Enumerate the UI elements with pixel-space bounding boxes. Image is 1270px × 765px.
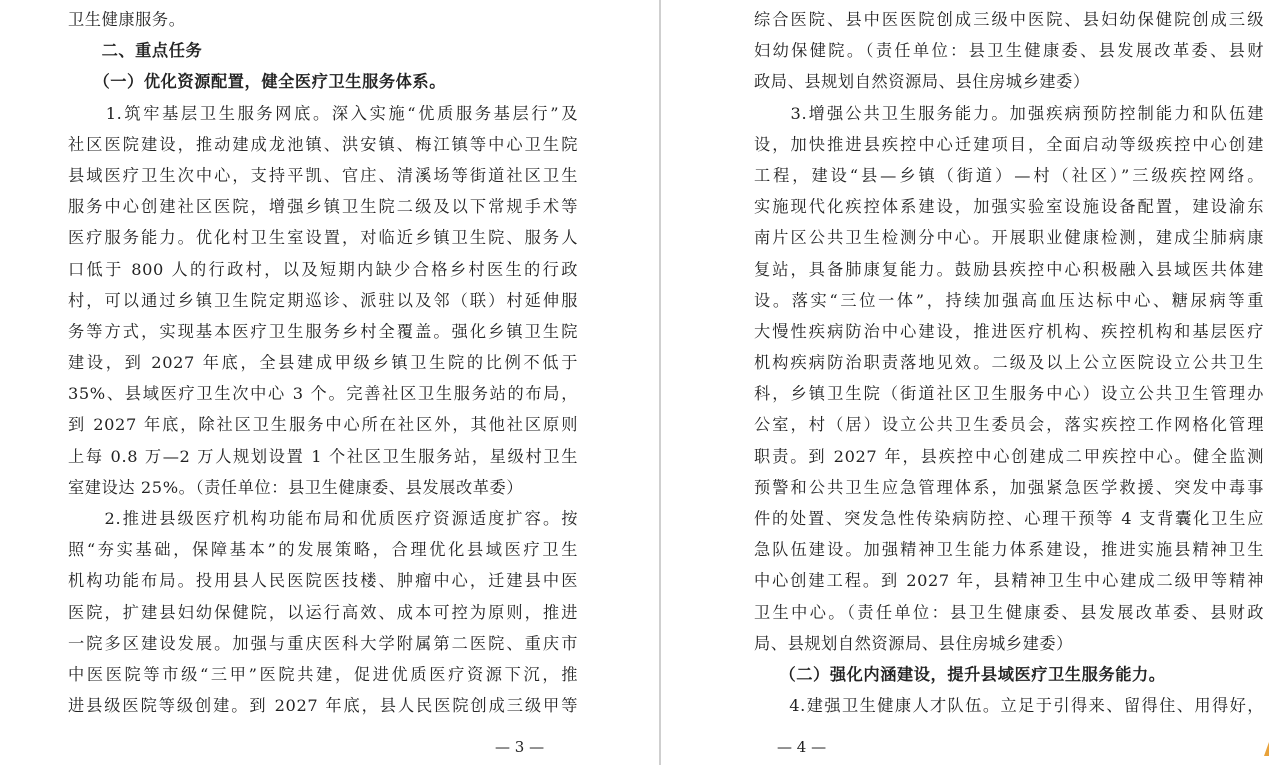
text-line: 3.增强公共卫生服务能力。加强疾病预防控制能力和队伍建 (754, 103, 1264, 123)
text-line: 设，加快推进县疾控中心迁建项目，全面启动等级疾控中心创建 (754, 134, 1264, 154)
text-line: 务等方式，实现基本医疗卫生服务乡村全覆盖。强化乡镇卫生院 (68, 321, 578, 341)
text-line: 照“夯实基础，保障基本”的发展策略，合理优化县域医疗卫生 (68, 540, 578, 560)
text-line: 2.推进县级医疗机构功能布局和优质医疗资源适度扩容。按 (68, 509, 578, 528)
text-line: 卫生中心。（责任单位：县卫生健康委、县发展改革委、县财政 (754, 602, 1264, 622)
page-divider (659, 0, 661, 765)
text-line: 进县级医院等级创建。到 2027 年底，县人民医院创成三级甲等 (68, 696, 578, 716)
text-line: 科，乡镇卫生院（街道社区卫生服务中心）设立公共卫生管理办 (754, 384, 1264, 404)
subsection-heading: （二）强化内涵建设，提升县域医疗卫生服务能力。 (754, 664, 1166, 684)
text-line: 服务中心创建社区医院，增强乡镇卫生院二级及以下常规手术等 (68, 197, 578, 217)
page-4-body (754, 4, 1264, 721)
section-heading: 二、重点任务 (68, 41, 203, 61)
text-line: 急队伍建设。加强精神卫生能力体系建设，推进实施县精神卫生 (754, 540, 1264, 560)
text-line: 1.筑牢基层卫生服务网底。深入实施“优质服务基层行”及 (68, 103, 578, 123)
text-line: 设。落实“三位一体”，持续加强高血压达标中心、糖尿病等重 (754, 290, 1264, 310)
text-line: 上每 0.8 万—2 万人规划设置 1 个社区卫生服务站，星级村卫生 (68, 446, 578, 466)
text-line: 机构疾病防治职责落地见效。二级及以上公立医院设立公共卫生 (754, 353, 1264, 373)
text-line: 公室，村（居）设立公共卫生委员会，落实疾控工作网格化管理 (754, 415, 1264, 435)
text-line: 口低于 800 人的行政村，以及短期内缺少合格乡村医生的行政 (68, 259, 578, 279)
text-line: 南片区公共卫生检测分中心。开展职业健康检测，建成尘肺病康 (754, 228, 1264, 248)
text-line: 建设，到 2027 年底，全县建成甲级乡镇卫生院的比例不低于 (68, 353, 578, 373)
text-line: 综合医院、县中医医院创成三级中医院、县妇幼保健院创成三级 (754, 10, 1264, 29)
text-line: 复站，具备肺康复能力。鼓励县疾控中心积极融入县域医共体建 (754, 259, 1264, 279)
page-corner-mark-icon (1262, 741, 1270, 757)
text-line: 室建设达 25%。（责任单位：县卫生健康委、县发展改革委） (68, 477, 524, 497)
text-line: 实施现代化疾控体系建设，加强实验室设施设备配置，建设渝东 (754, 197, 1264, 217)
text-line: 职责。到 2027 年，县疾控中心创建成二甲疾控中心。健全监测 (754, 446, 1264, 466)
text-line: 预警和公共卫生应急管理体系，加强紧急医学救援、突发中毒事 (754, 477, 1264, 497)
text-line: 医疗服务能力。优化村卫生室设置，对临近乡镇卫生院、服务人 (68, 228, 578, 248)
text-line: 大慢性疾病防治中心建设，推进医疗机构、疾控机构和基层医疗 (754, 321, 1264, 341)
subsection-heading: （一）优化资源配置，健全医疗卫生服务体系。 (68, 72, 447, 92)
text-line: 妇幼保健院。（责任单位：县卫生健康委、县发展改革委、县财 (754, 41, 1264, 61)
text-line: 到 2027 年底，除社区卫生服务中心所在社区外，其他社区原则 (68, 415, 578, 435)
text-line: 中医医院等市级“三甲”医院共建，促进优质医疗资源下沉，推 (68, 664, 578, 684)
text-line: 中心创建工程。到 2027 年，县精神卫生中心建成二级甲等精神 (754, 571, 1264, 591)
text-line: 医院，扩建县妇幼保健院，以运行高效、成本可控为原则，推进 (68, 602, 578, 622)
page-number: — 4 — (777, 738, 827, 756)
text-line: 35%、县域医疗卫生次中心 3 个。完善社区卫生服务站的布局， (68, 384, 578, 404)
text-line: 工程，建设“县—乡镇（街道）—村（社区）”三级疾控网络。 (754, 165, 1264, 185)
document-page-4 (662, 0, 1270, 765)
text-line: 村，可以通过乡镇卫生院定期巡诊、派驻以及邻（联）村延伸服 (68, 290, 578, 310)
text-line: 卫生健康服务。 (68, 10, 186, 29)
text-line: 社区医院建设，推动建成龙池镇、洪安镇、梅江镇等中心卫生院 (68, 134, 578, 154)
page-3-body (68, 4, 578, 721)
text-line: 4.建强卫生健康人才队伍。立足于引得来、留得住、用得好， (754, 696, 1264, 716)
text-line: 一院多区建设发展。加强与重庆医科大学附属第二医院、重庆市 (68, 633, 578, 653)
text-line: 件的处置、突发急性传染病防控、心理干预等 4 支背囊化卫生应 (754, 509, 1264, 528)
text-line: 县域医疗卫生次中心，支持平凯、官庄、清溪场等街道社区卫生 (68, 165, 578, 185)
page-number: — 3 — (495, 738, 545, 756)
text-line: 局、县规划自然资源局、县住房城乡建委） (754, 633, 1073, 653)
text-line: 机构功能布局。投用县人民医院医技楼、肿瘤中心，迁建县中医 (68, 571, 578, 591)
text-line: 政局、县规划自然资源局、县住房城乡建委） (754, 72, 1090, 92)
